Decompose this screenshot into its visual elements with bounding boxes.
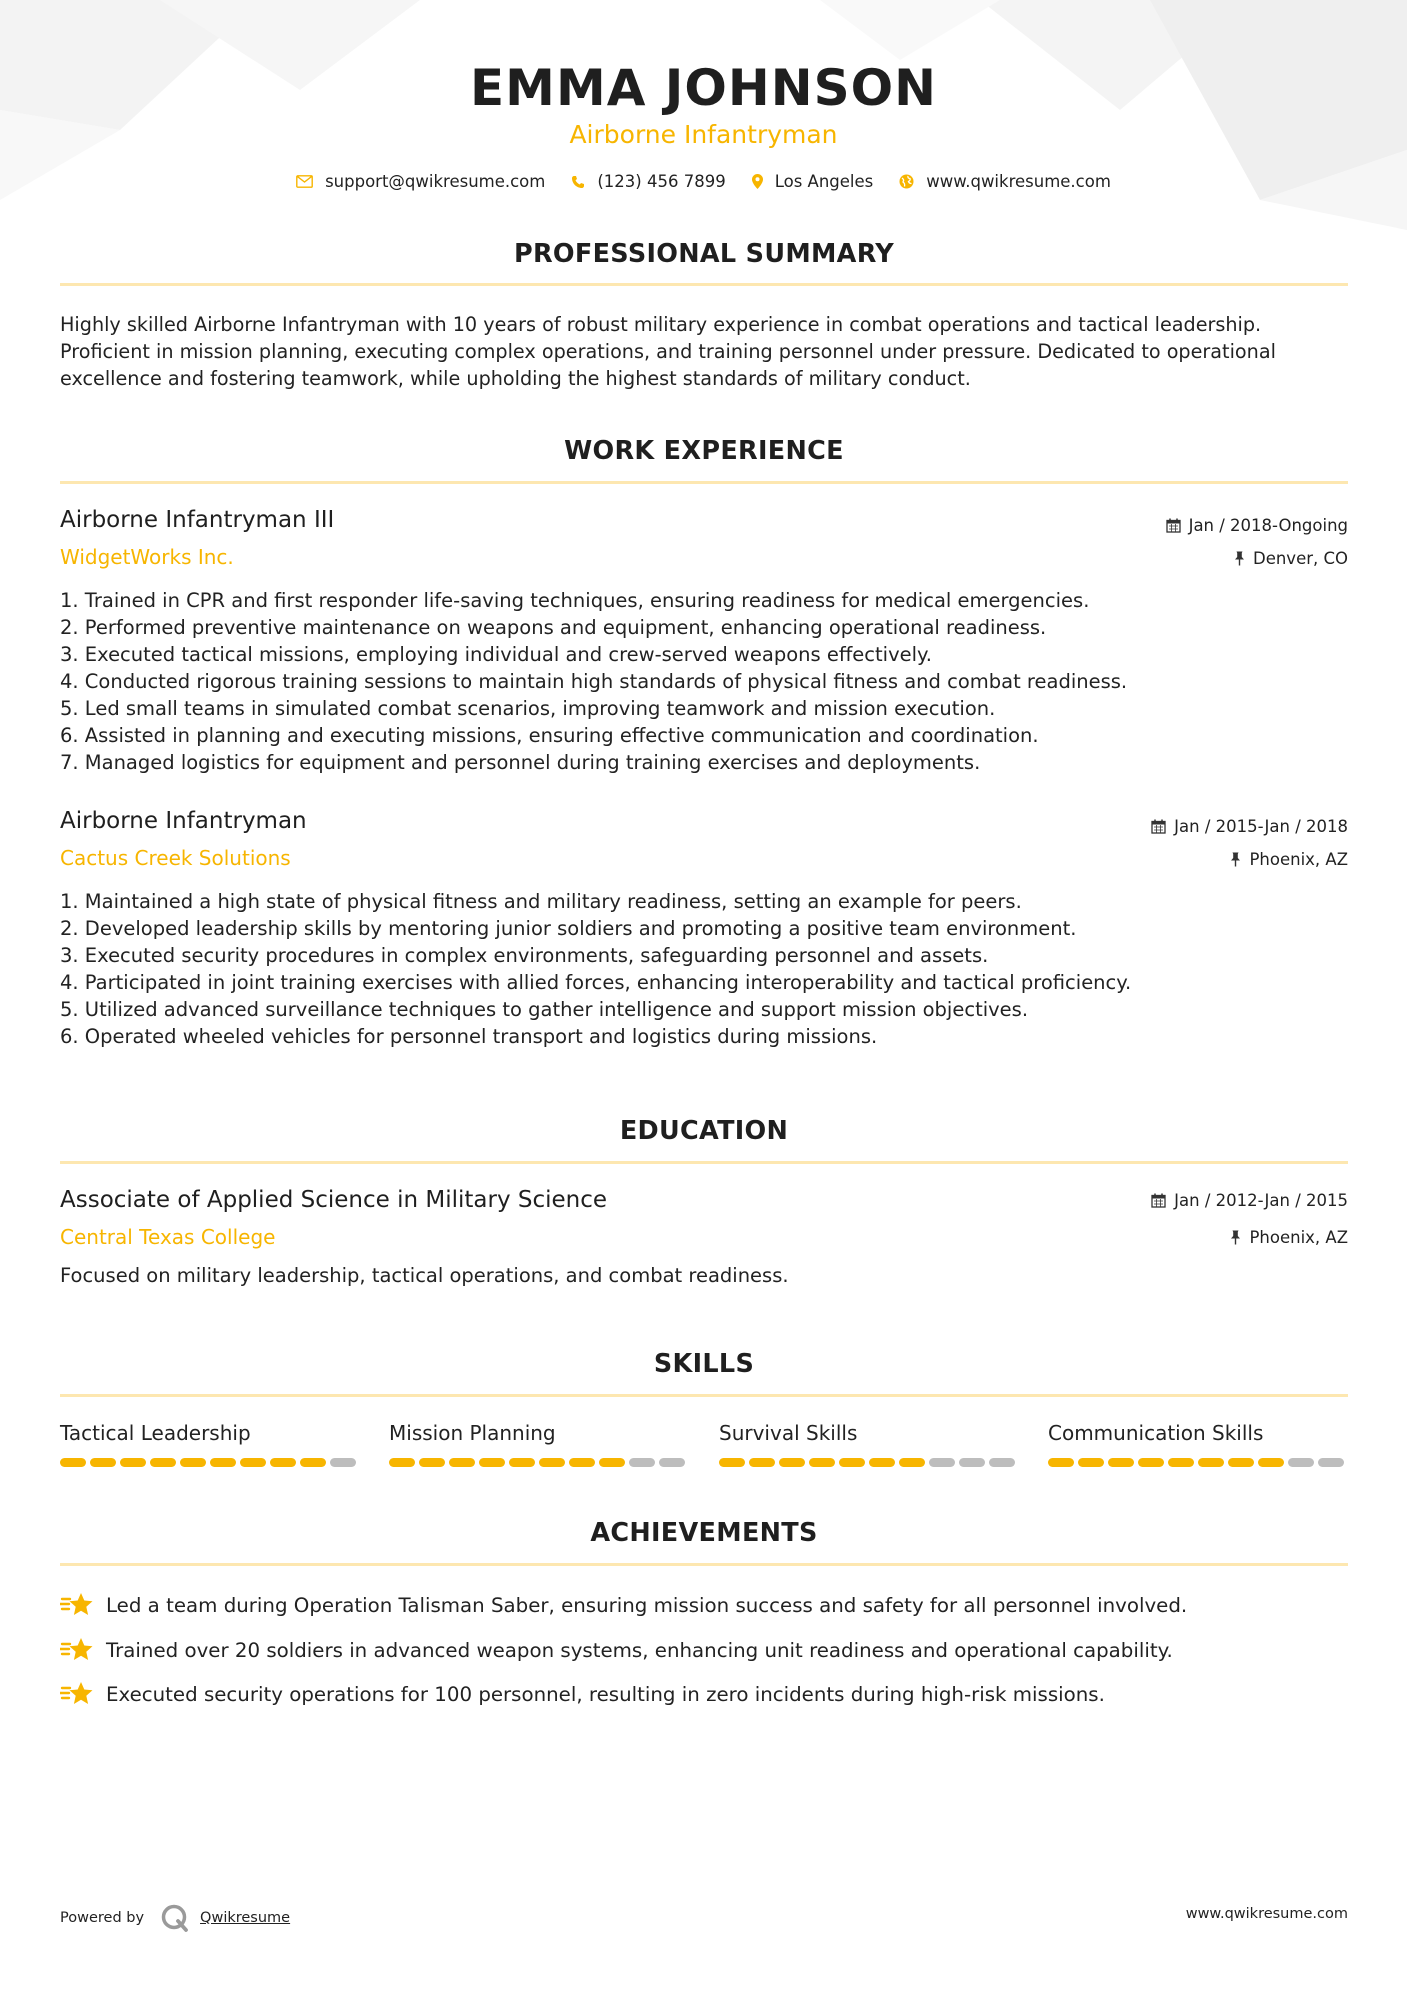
education-location-text: Phoenix, AZ (1249, 1228, 1348, 1247)
skill-level-empty (330, 1458, 356, 1467)
section-divider (60, 481, 1348, 484)
contact-website-text: www.qwikresume.com (926, 172, 1111, 191)
star-icon (60, 1591, 94, 1619)
powered-by-label: Powered by (60, 1910, 145, 1926)
calendar-icon (1151, 1193, 1166, 1208)
skill-level-filled (120, 1458, 146, 1467)
skill-level-filled (210, 1458, 236, 1467)
skill-item (719, 1420, 1019, 1467)
skill-level-filled (509, 1458, 535, 1467)
job-dates-text: Jan / 2015-Jan / 2018 (1174, 817, 1348, 836)
list-item: 2. Developed leadership skills by mentoring junior soldiers and promoting a positive team environment. (60, 917, 1077, 940)
job-location-text: Phoenix, AZ (1249, 850, 1348, 869)
skill-level-filled (1198, 1458, 1224, 1467)
footer-website[interactable]: www.qwikresume.com (1185, 1906, 1348, 1922)
skill-level-empty (629, 1458, 655, 1467)
candidate-role: Airborne Infantryman (569, 120, 838, 149)
contact-phone-text: (123) 456 7899 (597, 172, 726, 191)
contact-location (752, 172, 874, 191)
list-item: 6. Assisted in planning and executing missions, ensuring effective communication and coordination. (60, 724, 1039, 747)
resume-header (0, 58, 1407, 151)
envelope-icon (296, 175, 313, 188)
skill-level-filled (719, 1458, 745, 1467)
skill-level-filled (180, 1458, 206, 1467)
qwikresume-link[interactable]: Qwikresume (200, 1910, 291, 1926)
education-dates (1151, 1191, 1348, 1210)
list-item: 4. Participated in joint training exercises with allied forces, enhancing interoperability and tactical proficiency. (60, 971, 1132, 994)
list-item: 1. Maintained a high state of physical fitness and military readiness, setting an example for peers. (60, 890, 1022, 913)
section-title-summary: PROFESSIONAL SUMMARY (513, 239, 895, 269)
education-school: Central Texas College (60, 1225, 276, 1249)
contact-email-text: support@qwikresume.com (325, 172, 546, 191)
list-item: 2. Performed preventive maintenance on weapons and equipment, enhancing operational readiness. (60, 616, 1047, 639)
skill-level-filled (150, 1458, 176, 1467)
skill-item (60, 1420, 360, 1467)
skill-level-bar (60, 1458, 360, 1467)
achievement-item (60, 1636, 1350, 1664)
skill-level-bar (1048, 1458, 1348, 1467)
skill-level-filled (270, 1458, 296, 1467)
skill-level-filled (899, 1458, 925, 1467)
skill-name: Mission Planning (389, 1421, 556, 1445)
skill-level-filled (1078, 1458, 1104, 1467)
list-item: 7. Managed logistics for equipment and personnel during training exercises and deployments. (60, 751, 981, 774)
achievement-text: Trained over 20 soldiers in advanced weapon systems, enhancing unit readiness and operational capability. (106, 1638, 1173, 1662)
list-item: 4. Conducted rigorous training sessions to maintain high standards of physical fitness and combat readiness. (60, 670, 1128, 693)
education-location (1230, 1228, 1348, 1247)
skill-level-filled (1048, 1458, 1074, 1467)
skill-level-filled (539, 1458, 565, 1467)
section-title-education: EDUCATION (619, 1116, 789, 1146)
section-title-skills: SKILLS (653, 1349, 755, 1379)
candidate-name: EMMA JOHNSON (470, 59, 937, 117)
achievement-item (60, 1680, 1350, 1708)
skill-level-empty (1288, 1458, 1314, 1467)
section-title-experience: WORK EXPERIENCE (564, 436, 844, 466)
section-divider (60, 283, 1348, 286)
job-dates-text: Jan / 2018-Ongoing (1188, 516, 1348, 535)
job-title: Airborne Infantryman III (60, 507, 335, 533)
phone-icon (571, 175, 585, 189)
job-bullets (60, 888, 1350, 1050)
section-title-achievements: ACHIEVEMENTS (590, 1518, 818, 1548)
skill-level-filled (869, 1458, 895, 1467)
contact-bar (0, 172, 1407, 191)
skill-level-filled (419, 1458, 445, 1467)
calendar-icon (1151, 819, 1166, 834)
skill-level-empty (659, 1458, 685, 1467)
skill-level-empty (929, 1458, 955, 1467)
skill-level-filled (300, 1458, 326, 1467)
achievement-text: Led a team during Operation Talisman Saber, ensuring mission success and safety for all personnel involved. (106, 1593, 1188, 1617)
skill-item (389, 1420, 689, 1467)
achievement-item (60, 1591, 1350, 1619)
list-item: 6. Operated wheeled vehicles for personnel transport and logistics during missions. (60, 1025, 878, 1048)
contact-location-text: Los Angeles (774, 172, 874, 191)
skill-name: Survival Skills (719, 1421, 858, 1445)
contact-phone[interactable] (571, 172, 725, 191)
education-description: Focused on military leadership, tactical operations, and combat readiness. (60, 1264, 789, 1287)
job-location (1234, 549, 1348, 568)
job-company: Cactus Creek Solutions (60, 846, 291, 870)
education-degree: Associate of Applied Science in Military Science (60, 1187, 608, 1213)
summary-text: Highly skilled Airborne Infantryman with 10 years of robust military experience in combat operations and tactical leadership. Proficient in mission planning, executing complex operations, and training personnel under pressure. Dedicated to operational excellence and fostering teamwork, while upholding the highest standards of military conduct. (60, 313, 1276, 390)
skill-level-filled (479, 1458, 505, 1467)
skill-level-filled (1108, 1458, 1134, 1467)
list-item: 3. Executed security procedures in complex environments, safeguarding personnel and assets. (60, 944, 989, 967)
skill-name: Communication Skills (1048, 1421, 1264, 1445)
pushpin-icon (1234, 551, 1245, 566)
skill-level-filled (240, 1458, 266, 1467)
job-bullets (60, 587, 1350, 776)
achievement-text: Executed security operations for 100 personnel, resulting in zero incidents during high-risk missions. (106, 1682, 1105, 1706)
job-company: WidgetWorks Inc. (60, 545, 234, 569)
section-divider (60, 1161, 1348, 1164)
footer-powered-by (60, 1903, 290, 1933)
skill-level-filled (779, 1458, 805, 1467)
skill-level-bar (389, 1458, 689, 1467)
calendar-icon (1166, 518, 1181, 533)
contact-email[interactable] (296, 172, 545, 191)
star-icon (60, 1636, 94, 1664)
map-pin-icon (752, 174, 763, 189)
skill-level-filled (389, 1458, 415, 1467)
pushpin-icon (1230, 852, 1241, 867)
skill-level-filled (1168, 1458, 1194, 1467)
skill-level-filled (449, 1458, 475, 1467)
section-divider (60, 1563, 1348, 1566)
skill-level-bar (719, 1458, 1019, 1467)
pushpin-icon (1230, 1230, 1241, 1245)
skill-level-filled (569, 1458, 595, 1467)
skill-level-filled (60, 1458, 86, 1467)
section-divider (60, 1394, 1348, 1397)
skill-level-empty (959, 1458, 985, 1467)
skill-level-empty (1318, 1458, 1344, 1467)
list-item: 5. Led small teams in simulated combat scenarios, improving teamwork and mission execution. (60, 697, 996, 720)
skill-level-filled (839, 1458, 865, 1467)
skill-level-filled (749, 1458, 775, 1467)
job-location-text: Denver, CO (1252, 549, 1348, 568)
contact-website[interactable] (899, 172, 1111, 191)
list-item: 3. Executed tactical missions, employing individual and crew-served weapons effectively. (60, 643, 932, 666)
job-location (1230, 850, 1348, 869)
skill-level-filled (599, 1458, 625, 1467)
list-item: 5. Utilized advanced surveillance techniques to gather intelligence and support mission objectives. (60, 998, 1029, 1021)
education-dates-text: Jan / 2012-Jan / 2015 (1174, 1191, 1348, 1210)
job-dates (1166, 516, 1348, 535)
qwikresume-logo-icon (160, 1903, 190, 1933)
skill-item (1048, 1420, 1348, 1467)
skill-level-filled (1138, 1458, 1164, 1467)
job-dates (1151, 817, 1348, 836)
list-item: 1. Trained in CPR and first responder life-saving techniques, ensuring readiness for medical emergencies. (60, 589, 1090, 612)
skill-level-filled (809, 1458, 835, 1467)
skill-level-filled (90, 1458, 116, 1467)
globe-icon (899, 174, 914, 189)
job-title: Airborne Infantryman (60, 808, 307, 834)
skill-level-empty (989, 1458, 1015, 1467)
star-icon (60, 1680, 94, 1708)
skill-name: Tactical Leadership (60, 1421, 251, 1445)
skill-level-filled (1258, 1458, 1284, 1467)
skill-level-filled (1228, 1458, 1254, 1467)
